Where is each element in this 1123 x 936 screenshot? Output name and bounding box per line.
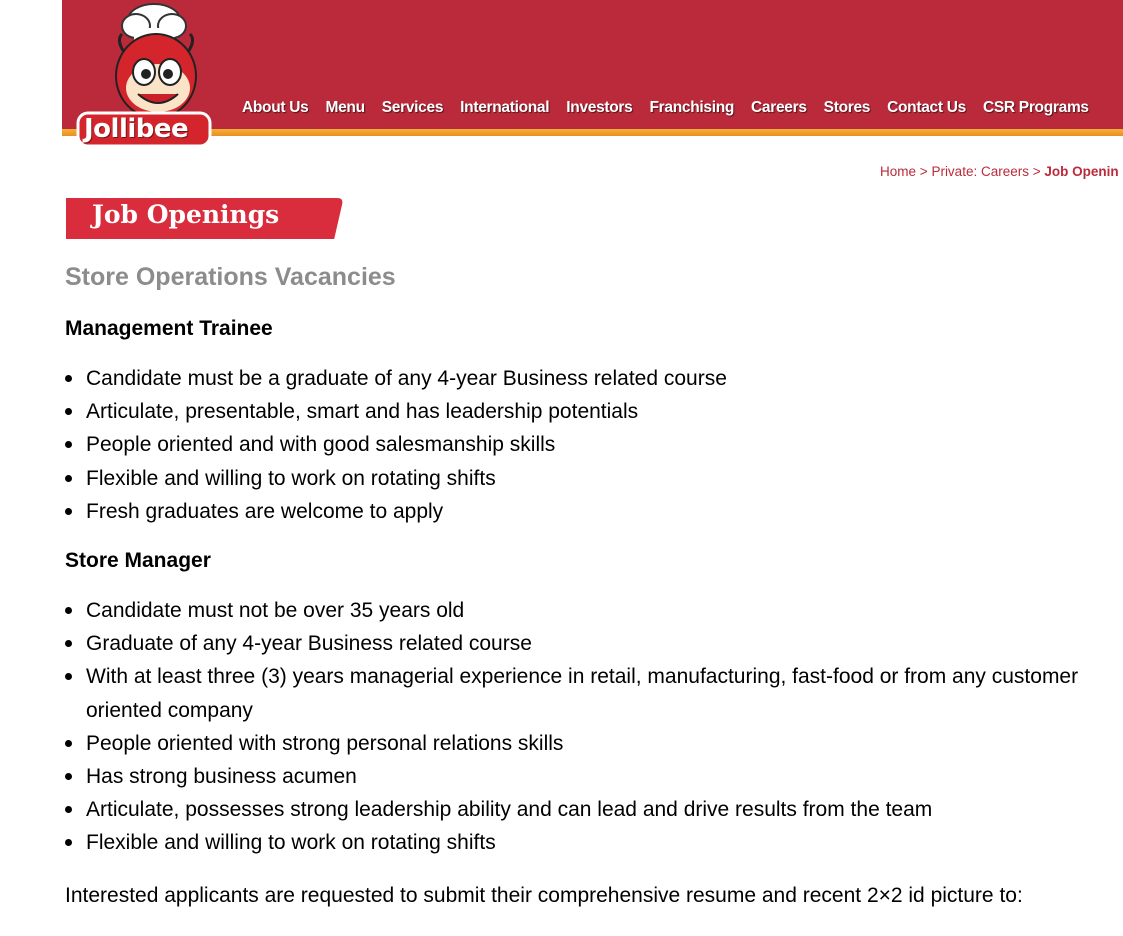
nav-contact-us[interactable]: Contact Us	[887, 99, 966, 116]
breadcrumb-separator: >	[1032, 164, 1041, 179]
job-title: Store Manager	[65, 549, 211, 573]
breadcrumb-home[interactable]: Home	[880, 164, 917, 179]
nav-careers[interactable]: Careers	[751, 99, 807, 116]
job-openings-banner	[65, 197, 347, 240]
list-item: Candidate must not be over 35 years old	[86, 594, 1115, 627]
breadcrumb-careers[interactable]: Private: Careers	[931, 164, 1029, 179]
list-item: Fresh graduates are welcome to apply	[86, 495, 1115, 528]
requirements-list	[65, 594, 1115, 860]
list-item: Flexible and willing to work on rotating shifts	[86, 826, 1115, 859]
list-item: Articulate, presentable, smart and has leadership potentials	[86, 395, 1115, 428]
nav-about-us[interactable]: About Us	[242, 99, 309, 116]
nav-franchising[interactable]: Franchising	[649, 99, 735, 116]
list-item: Flexible and willing to work on rotating shifts	[86, 462, 1115, 495]
nav-menu[interactable]: Menu	[325, 99, 365, 116]
list-item: Articulate, possesses strong leadership ability and can lead and drive results from the team	[86, 793, 1115, 826]
nav-services[interactable]: Services	[381, 99, 444, 116]
banner-title: Job Openings	[92, 200, 280, 229]
requirements-list	[65, 362, 1115, 528]
list-item: Has strong business acumen	[86, 760, 1115, 793]
breadcrumb-separator: >	[919, 164, 928, 179]
nav-stores[interactable]: Stores	[823, 99, 871, 116]
breadcrumb	[880, 164, 1123, 182]
job-title: Management Trainee	[65, 317, 273, 340]
breadcrumb-current: Job Openin	[1044, 164, 1119, 179]
main-nav	[242, 99, 1106, 121]
list-item: People oriented and with good salesmanship skills	[86, 428, 1115, 461]
application-note: Interested applicants are requested to submit their comprehensive resume and recent 2×2 id picture to:	[65, 883, 1023, 907]
section-title: Store Operations Vacancies	[65, 263, 396, 291]
jollibee-logo[interactable]	[72, 0, 232, 148]
list-item: People oriented with strong personal relations skills	[86, 727, 1115, 760]
logo-wordmark: Jollibee	[84, 114, 189, 144]
nav-investors[interactable]: Investors	[566, 99, 633, 116]
nav-international[interactable]: International	[460, 99, 550, 116]
nav-csr-programs[interactable]: CSR Programs	[982, 99, 1089, 116]
list-item: Candidate must be a graduate of any 4-year Business related course	[86, 362, 1115, 395]
list-item: With at least three (3) years managerial experience in retail, manufacturing, fast-food or from any customer oriented company	[86, 660, 1115, 726]
list-item: Graduate of any 4-year Business related course	[86, 627, 1115, 660]
main-content	[65, 260, 1115, 910]
